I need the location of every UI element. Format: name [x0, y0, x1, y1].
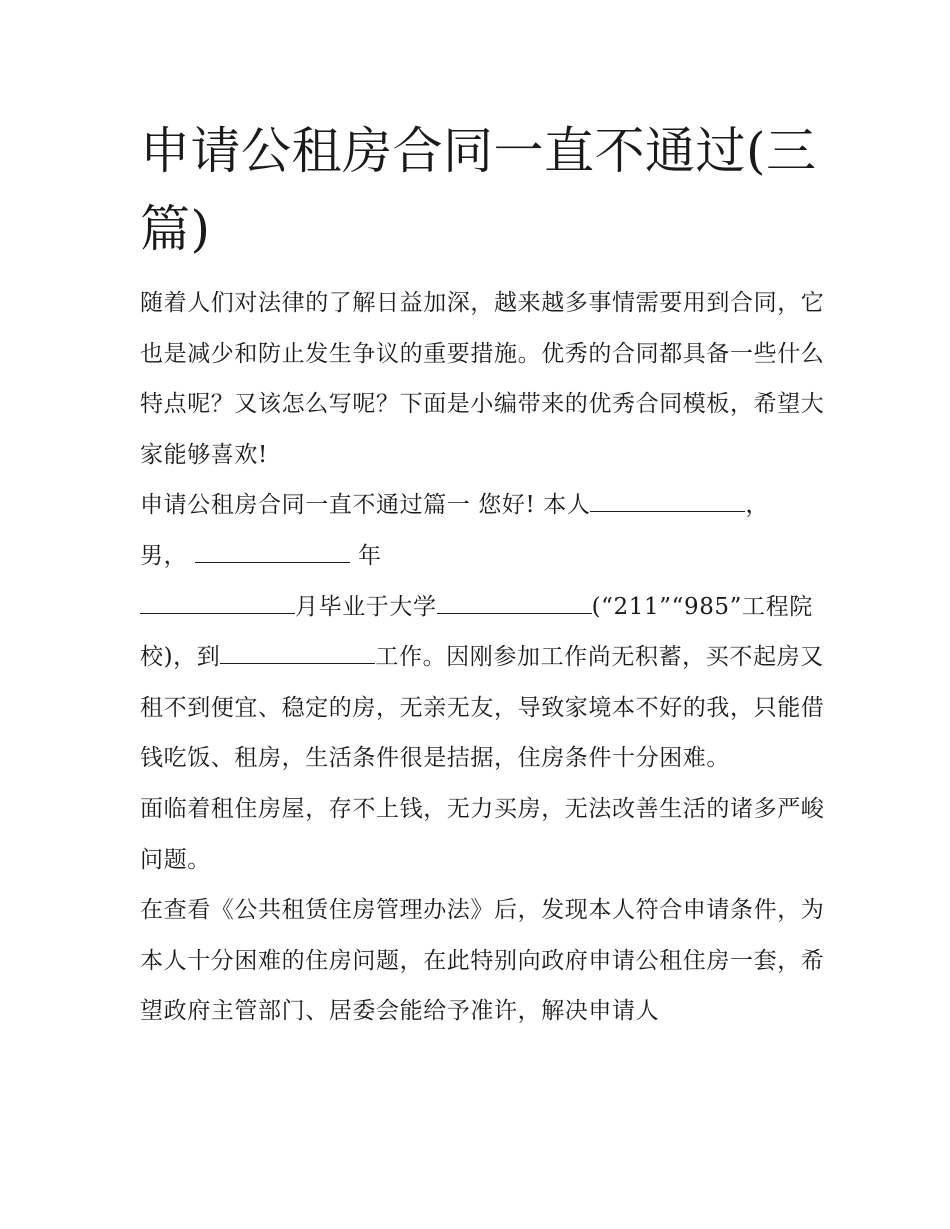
year-label: 年: [358, 542, 382, 569]
problems-paragraph: 面临着租住房屋，存不上钱，无力买房，无法改善生活的诸多严峻问题。: [140, 795, 825, 873]
work-text: 工作。因刚参加工作尚无积蓄，买不起房又租不到便宜、稳定的房，无亲无友，导致家境本不好的我，只能借钱吃饭、租房，生活条件很是拮据，住房条件十分困难。: [140, 644, 825, 772]
graduated-text: 月毕业于大学: [295, 593, 437, 620]
document-title: 申请公租房合同一直不通过(三篇): [140, 122, 817, 258]
letter-paragraph: [140, 480, 830, 784]
name-blank: [590, 493, 745, 512]
intro-paragraph: 随着人们对法律的了解日益加深，越来越多事情需要用到合同，它也是减少和防止发生争议的重要措施。优秀的合同都具备一些什么特点呢？又该怎么写呢？下面是小编带来的优秀合同模板，希望大家能够喜欢!: [140, 290, 825, 468]
year-blank: [195, 544, 350, 563]
after-name-text: ，: [745, 492, 770, 519]
school-blank: [437, 595, 592, 614]
school-type-text: (“211”“985”工程院校)，到: [140, 593, 813, 671]
workplace-blank: [220, 645, 375, 664]
request-paragraph: 在查看《公共租赁住房管理办法》后，发现本人符合申请条件，为本人十分困难的住房问题，在此特别向政府申请公租住房一套，希望政府主管部门、居委会能给予准许，解决申请人: [140, 897, 825, 1025]
month-blank: [140, 595, 295, 614]
gender-text: 男，: [140, 542, 188, 569]
letter-heading-intro: 申请公租房合同一直不通过篇一 您好! 本人: [140, 492, 591, 519]
document-body: [140, 278, 830, 1037]
